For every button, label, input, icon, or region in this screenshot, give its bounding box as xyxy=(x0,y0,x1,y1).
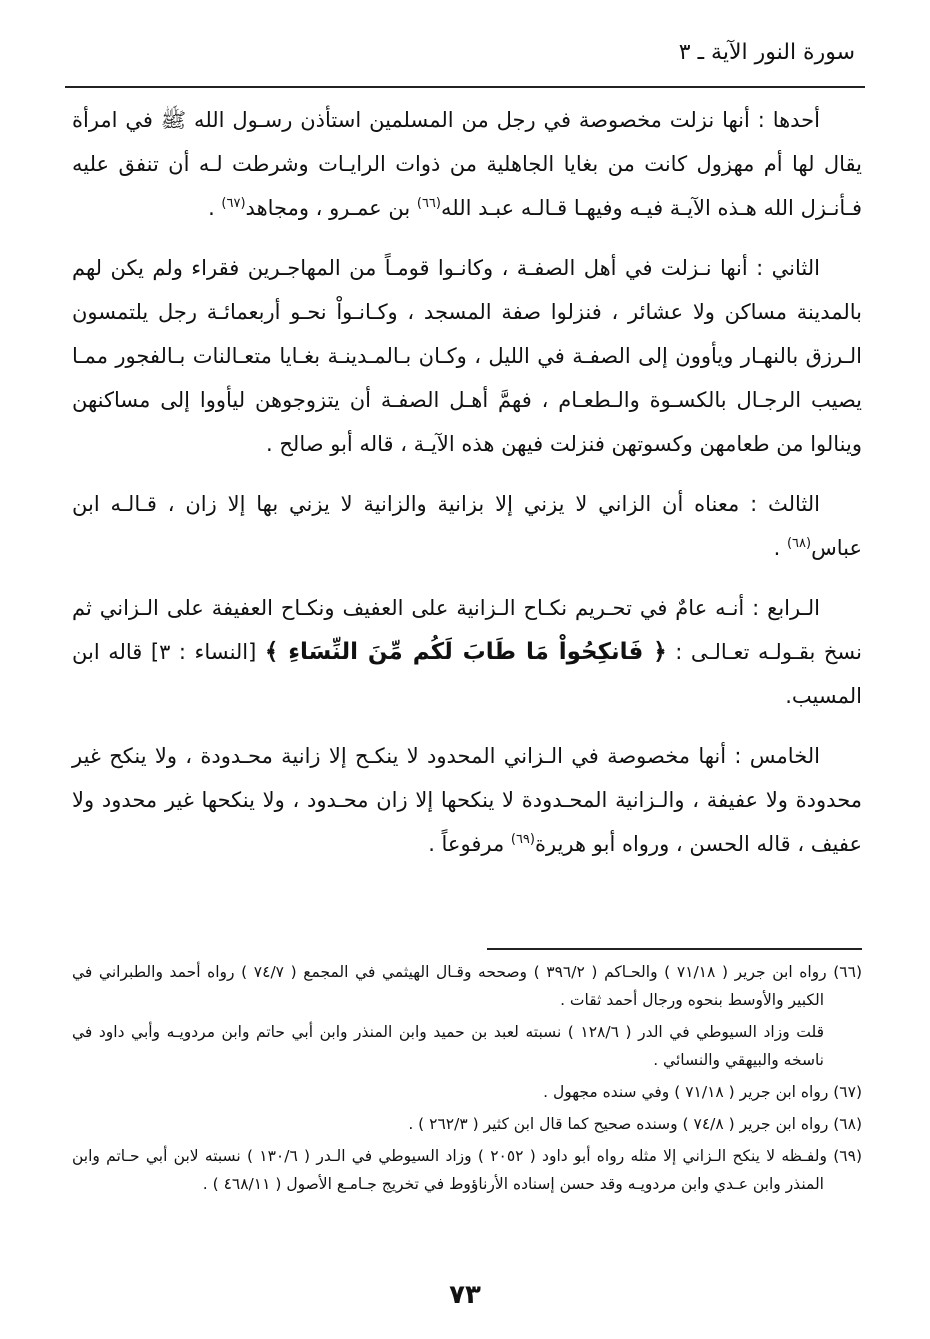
paragraph-fourth-view xyxy=(72,586,862,718)
paragraph-second-view xyxy=(72,246,862,466)
footnote-ref-69[interactable]: (٦٩) xyxy=(510,832,535,847)
footnote-66-continued: قلت وزاد السيوطي في الدر ( ١٢٨/٦ ) نسبته لعبد بن حميد وابن المنذر وابن أبي حاتم وابن مردويـه وأبي داود في ناسخه والبيهقي والنسائي . xyxy=(72,1023,824,1069)
quran-verse: ﴿ فَانكِحُواْ مَا طَابَ لَكُم مِّنَ النِّسَاءِ ﴾ xyxy=(264,639,667,665)
footnote-ref-67[interactable]: (٦٧) xyxy=(221,196,246,211)
footnote-67: (٦٧) رواه ابن جرير ( ٧١/١٨ ) وفي سنده مجهول . xyxy=(543,1083,862,1101)
footnote-69: (٦٩) ولفـظه لا ينكح الـزاني إلا مثله رواه أبو داود ( ٢٠٥٢ ) وزاد السيوطي في الـدر ( ١٣٠/٦ ) نسبته لابن أبي حـاتم وابن المنذر وابن عـدي وابن مردويـه وقد حسن إسناده الأرناؤوط في تخريج جـامـع الأصول ( ٤٦٨/١١ ) . xyxy=(72,1147,862,1193)
paragraph-text: مرفوعاً . xyxy=(428,832,511,856)
footnote-divider xyxy=(487,948,862,950)
footnote-66: (٦٦) رواه ابن جرير ( ٧١/١٨ ) والحـاكم ( ٣٩٦/٢ ) وصححه وقـال الهيثمي في المجمع ( ٧٤/٧ ) رواه أحمد والطبراني في الكبير والأوسط بنحوه ورجال أحمد ثقات . xyxy=(72,963,863,1009)
footnote-68: (٦٨) رواه ابن جرير ( ٧٤/٨ ) وسنده صحيح كما قال ابن كثير ( ٢٦٢/٣ ) . xyxy=(408,1115,862,1133)
paragraph-text: الثاني : أنها نـزلت في أهل الصفـة ، وكانـوا قومـاً من المهاجـرين فقراء ولم يكن لهم بالمدينة مساكن ولا عشائر ، فنزلوا صفة المسجد ، وكـانـواْ نحـو أربعمائـة رجل يلتمسون الـرزق بالنهـار ويأوون إلى الصفـة في الليل ، وكـان بـالمـدينـة بغـايا متعـالنات بـالفجور ممـا يصيب الرجـال بالكسـوة والـطعـام ، فهمَّ أهـل الصفـة أن يتزوجوهن ليأووا إلى مساكنهن وينالوا من طعامهن وكسوتهن فنزلت فيهن هذه الآيـة ، قاله أبو صالح . xyxy=(72,256,862,456)
paragraph-text: أحدها : أنها نزلت مخصوصة في رجل من المسلمين استأذن رسـول الله ﷺ في امرأة يقال لها أم مهزول كانت من بغايا الجاهلية من ذوات الرايـات وشرطت لـه أن تنفق عليه فـأنـزل الله هـذه الآيـة فيـه وفيهـا قـالـه عبـد الله xyxy=(72,108,862,220)
paragraph-text: [النساء : ٣] قاله ابن المسيب. xyxy=(72,640,862,708)
paragraph-text: الثالث : معناه أن الزاني لا يزني إلا بزانية والزانية لا يزني بها إلا زان ، قـالـه ابن عباس xyxy=(72,492,862,560)
footnotes-section xyxy=(72,958,862,1202)
running-header: سورة النور الآية ـ ٣ xyxy=(678,40,855,65)
paragraph-fifth-view xyxy=(72,734,862,866)
paragraph-text: بن عمـرو ، ومجاهد xyxy=(245,196,417,220)
main-text xyxy=(72,98,862,882)
paragraph-third-view xyxy=(72,482,862,570)
page-number: ٧٣ xyxy=(449,1280,481,1310)
paragraph-first-view xyxy=(72,98,862,230)
footnote-ref-68[interactable]: (٦٨) xyxy=(786,536,812,551)
footnote-ref-66[interactable]: (٦٦) xyxy=(416,196,441,211)
paragraph-text: الـرابع : أنـه عامٌ في تحـريم نكـاح الـزانية على العفيف ونكـاح العفيفة على الـزاني ثم نسخ بقـولـه تعـالـى : xyxy=(72,596,862,664)
header-divider xyxy=(65,86,865,88)
paragraph-text: . xyxy=(773,536,787,560)
paragraph-text: الخامس : أنها مخصوصة في الـزاني المحدود لا ينكـح إلا زانية محـدودة ، ولا ينكح غير محدودة ولا عفيفة ، والـزانية المحـدودة لا ينكحها إلا زان محـدود ، ولا ينكحها غير محدود ولا عفيف ، قاله الحسن ، ورواه أبو هريرة xyxy=(72,744,862,856)
paragraph-text: . xyxy=(208,196,222,220)
